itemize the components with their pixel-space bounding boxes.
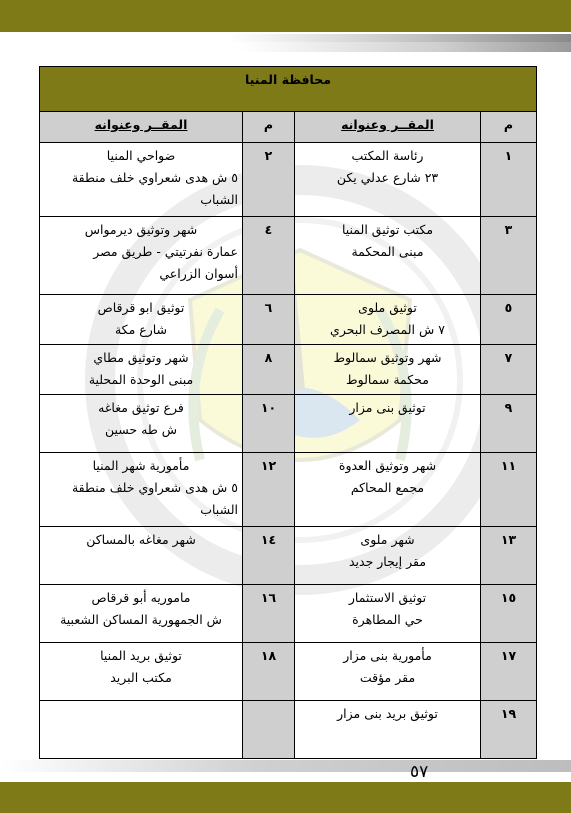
table-row [40,295,537,345]
office-address [295,395,481,453]
top-gradient-stripe-secondary [240,42,571,52]
office-number: ٨ [243,345,295,395]
address-line: شهر ملوى [360,532,415,547]
address-line: مقر إيجار جديد [348,554,427,569]
office-address [40,453,243,527]
office-address [295,143,481,217]
office-number: ١٩ [481,701,537,759]
office-address [295,217,481,295]
address-line: ٥ ش هدى شعراوي خلف منطقة [71,170,238,185]
office-number: ١٧ [481,643,537,701]
office-address [40,217,243,295]
office-number: ٦ [243,295,295,345]
office-address [295,527,481,585]
address-line: مكتب توثيق المنيا [341,222,434,237]
address-line: توثيق بريد المنيا [100,648,182,663]
office-number: ٧ [481,345,537,395]
table-row [40,217,537,295]
header-number-2: م [243,112,295,143]
address-line: مأمورية بنى مزار [343,648,432,663]
address-line: مبنى الوحدة المحلية [88,372,194,387]
address-line: توثيق ملوى [358,300,417,315]
address-line: مأمورية شهر المنيا [92,458,190,473]
office-address [40,643,243,701]
office-number: ١ [481,143,537,217]
address-line: شارع مكة [114,322,168,337]
office-number: ١٢ [243,453,295,527]
address-line: توثيق ابو قرقاص [97,300,185,315]
address-line: توثيق بريد بنى مزار [337,706,438,721]
office-number: ٩ [481,395,537,453]
address-line: مكتب البريد [110,670,172,685]
bottom-decorative-band [0,782,571,813]
address-line: شهر وتوثيق العدوة [338,458,437,473]
office-number: ١٣ [481,527,537,585]
address-line: الشباب [200,192,238,207]
office-number: ٣ [481,217,537,295]
address-line: توثيق الاستثمار [348,590,427,605]
address-line: شهر وتوثيق مطاي [93,350,189,365]
address-line: ماموريه أبو قرقاص [91,590,191,605]
address-line: الشباب [200,502,238,517]
office-address [295,643,481,701]
address-line: ٢٣ شارع عدلي يكن [336,170,439,185]
table-row [40,701,537,759]
office-address [40,585,243,643]
office-number: ١٤ [243,527,295,585]
office-address [295,295,481,345]
address-line: حي المطاهرة [352,612,423,627]
office-address [295,453,481,527]
office-number: ١٨ [243,643,295,701]
office-address [295,701,481,759]
bottom-gradient-stripe [0,760,571,772]
top-decorative-band [0,0,571,32]
office-address [40,345,243,395]
office-address [40,701,243,759]
office-number [243,701,295,759]
office-address [40,143,243,217]
office-address [295,345,481,395]
table-row [40,453,537,527]
office-number: ١١ [481,453,537,527]
table-row [40,395,537,453]
office-address [40,527,243,585]
table-row [40,143,537,217]
address-line: ش طه حسين [104,422,178,437]
address-line: مبنى المحكمة [351,244,424,259]
address-line: شهر وتوثيق سمالوط [333,350,442,365]
table-row [40,345,537,395]
address-line: مجمع المحاكم [350,480,425,495]
address-line: ضواحي المنيا [106,148,176,163]
office-number: ٢ [243,143,295,217]
header-number-1: م [481,112,537,143]
address-line: مقر مؤقت [359,670,416,685]
office-number: ١٦ [243,585,295,643]
header-address-1: المقــر وعنوانه [295,112,481,143]
address-line: توثيق بنى مزار [349,400,426,415]
office-number: ٤ [243,217,295,295]
office-address [40,295,243,345]
address-line: فرع توثيق مغاغه [98,400,184,415]
page-number: ٥٧ [410,762,429,782]
governorate-title: محافظة المنيا [40,67,537,112]
office-number: ١٥ [481,585,537,643]
offices-table [39,66,537,759]
address-line: رئاسة المكتب [351,148,424,163]
header-address-2: المقــر وعنوانه [40,112,243,143]
table-row [40,643,537,701]
office-address [40,395,243,453]
table-row [40,585,537,643]
office-address [295,585,481,643]
office-number: ٥ [481,295,537,345]
address-line: ٧ ش المصرف البحري [330,322,445,337]
address-line: شهر مغاغه بالمساكن [86,532,196,547]
address-line: أسوان الزراعي [159,266,238,281]
offices-table-body [40,143,537,759]
address-line: شهر وتوثيق ديرمواس [84,222,198,237]
top-gradient-stripe [0,34,571,42]
address-line: ٥ ش هدى شعراوي خلف منطقة [71,480,238,495]
office-number: ١٠ [243,395,295,453]
address-line: محكمة سمالوط [346,372,429,387]
address-line: عمارة نفرتيتي - طريق مصر [93,244,238,259]
address-line: ش الجمهورية المساكن الشعبية [60,612,222,627]
table-row [40,527,537,585]
